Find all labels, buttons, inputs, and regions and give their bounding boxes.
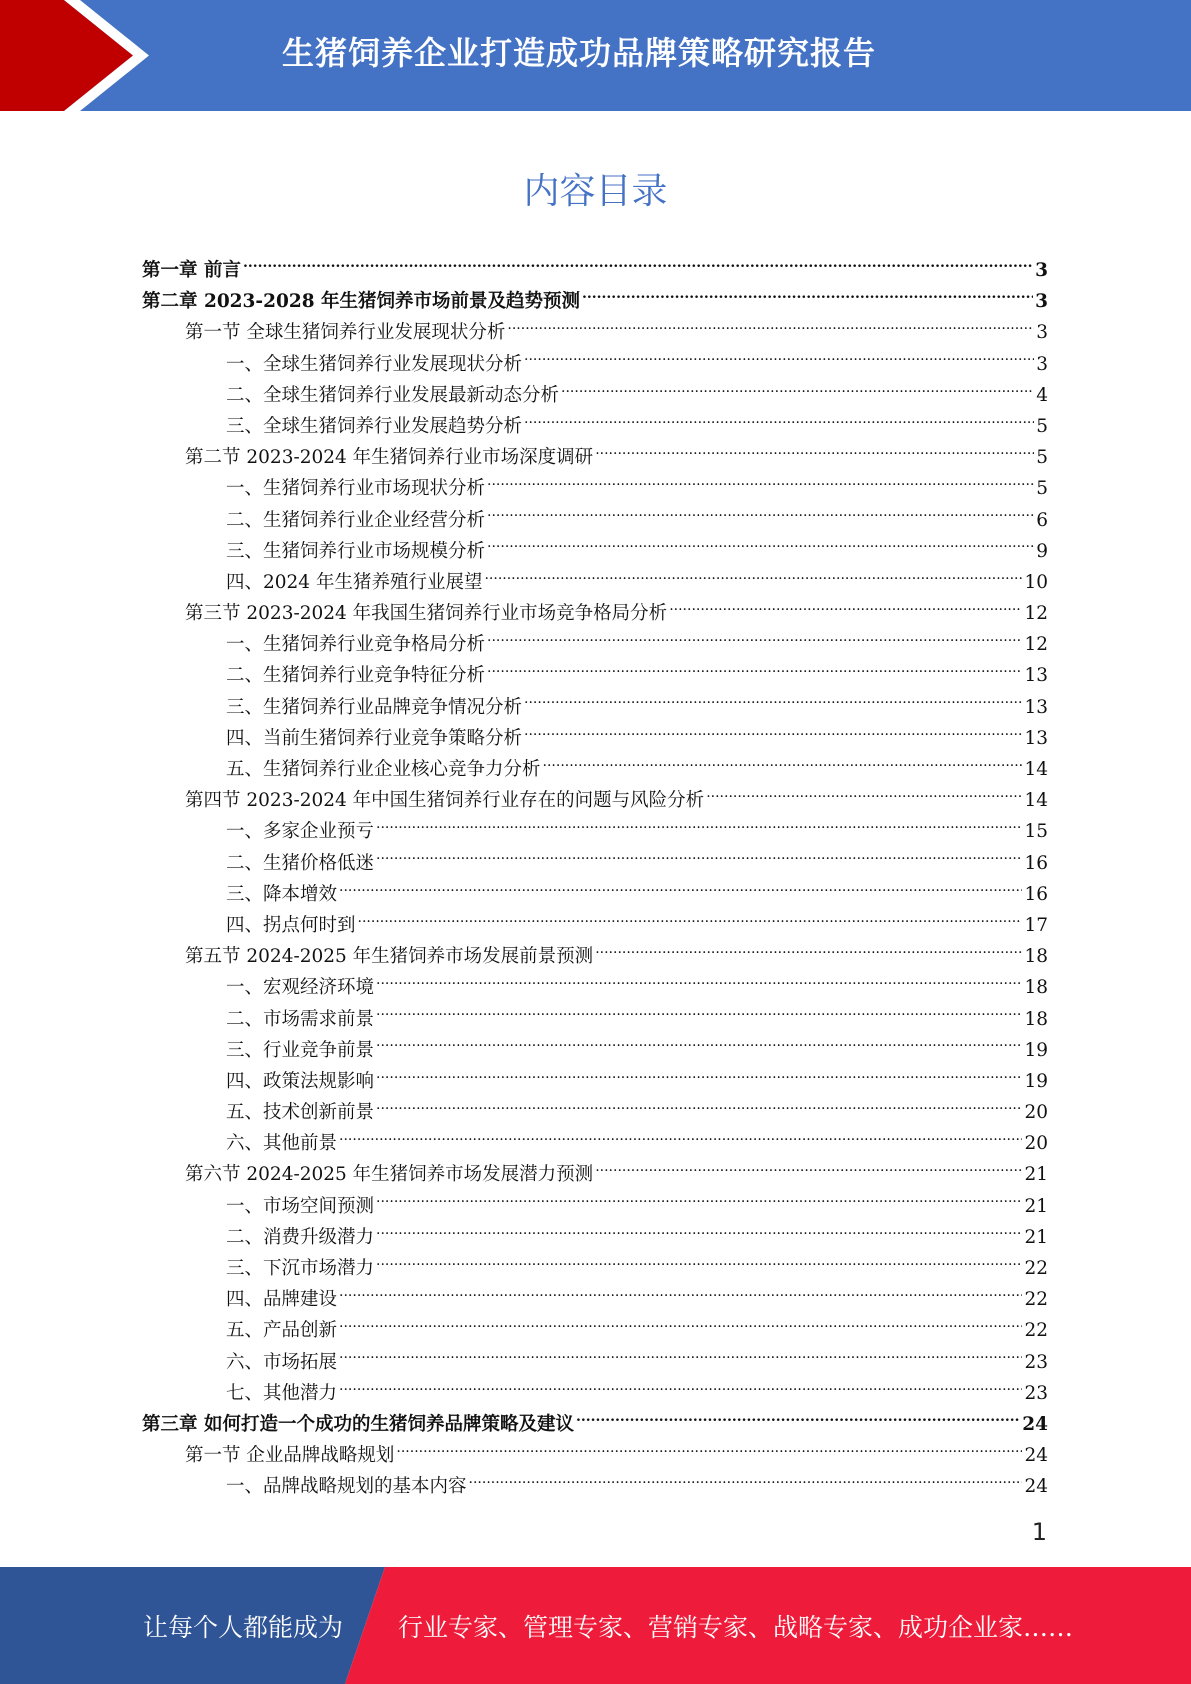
- toc-entry-page: 20: [1024, 1102, 1048, 1124]
- dot-leader: [376, 1037, 1022, 1056]
- toc-entry-title: 一、市场空间预测: [226, 1195, 375, 1217]
- dot-leader: [376, 1256, 1022, 1275]
- toc-entry-page: 3: [1035, 260, 1048, 281]
- toc-entry[interactable]: [142, 1253, 1048, 1284]
- toc-entry[interactable]: [142, 816, 1048, 847]
- toc-entry-page: 23: [1024, 1351, 1048, 1373]
- dot-leader: [339, 881, 1022, 900]
- toc-entry[interactable]: [142, 1128, 1048, 1159]
- toc-entry-page: 16: [1024, 852, 1048, 874]
- toc-entry-page: 3: [1035, 291, 1048, 313]
- toc-entry[interactable]: [142, 567, 1048, 598]
- dot-leader: [339, 1318, 1022, 1337]
- toc-entry[interactable]: [142, 1191, 1048, 1222]
- toc-entry[interactable]: [142, 1159, 1048, 1190]
- dot-leader: [339, 1349, 1022, 1368]
- toc-entry-title: 一、多家企业预亏: [226, 821, 375, 843]
- toc-entry-title: 七、其他潜力: [226, 1382, 338, 1404]
- dot-leader: [487, 476, 1034, 495]
- dot-leader: [595, 445, 1034, 464]
- toc-entry-title: 第六节 2024-2025 年生猪饲养市场发展潜力预测: [185, 1164, 594, 1186]
- toc-entry-page: 13: [1024, 665, 1048, 687]
- toc-entry-title: 四、拐点何时到: [226, 914, 356, 936]
- toc-entry-title: 四、政策法规影响: [226, 1070, 375, 1092]
- toc-entry-title: 三、生猪饲养行业品牌竞争情况分析: [226, 696, 523, 718]
- dot-leader: [524, 725, 1022, 744]
- dot-leader: [376, 1006, 1022, 1025]
- toc-entry-title: 二、市场需求前景: [226, 1008, 375, 1030]
- toc-entry-page: 12: [1024, 603, 1048, 625]
- toc-entry-title: 第一节 全球生猪饲养行业发展现状分析: [185, 322, 506, 344]
- toc-entry[interactable]: [142, 317, 1048, 348]
- dot-leader: [582, 289, 1033, 308]
- toc-entry-title: 第一节 企业品牌战略规划: [185, 1445, 395, 1467]
- dot-leader: [524, 694, 1022, 713]
- toc-entry[interactable]: [142, 972, 1048, 1003]
- toc-entry[interactable]: [142, 1097, 1048, 1128]
- toc-entry[interactable]: [142, 1378, 1048, 1409]
- toc-entry[interactable]: [142, 536, 1048, 567]
- toc-entry-page: 5: [1036, 415, 1048, 437]
- toc-entry-title: 五、生猪饲养行业企业核心竞争力分析: [226, 759, 541, 780]
- toc-entry[interactable]: [142, 629, 1048, 660]
- dot-leader: [487, 632, 1022, 651]
- dot-leader: [376, 1224, 1022, 1243]
- toc-entry-page: 23: [1024, 1382, 1048, 1404]
- toc-entry-title: 一、品牌战略规划的基本内容: [226, 1476, 467, 1498]
- toc-entry[interactable]: [142, 255, 1048, 286]
- toc-entry-page: 21: [1024, 1226, 1048, 1248]
- dot-leader: [524, 351, 1034, 370]
- toc-entry-page: 24: [1022, 1413, 1048, 1435]
- dot-leader: [487, 663, 1022, 682]
- toc-entry-page: 16: [1024, 883, 1048, 905]
- toc-entry-title: 二、全球生猪饲养行业发展最新动态分析: [226, 384, 560, 406]
- dot-leader: [669, 601, 1022, 620]
- toc-entry-title: 第三章 如何打造一个成功的生猪饲养品牌策略及建议: [142, 1413, 574, 1435]
- toc-entry-page: 14: [1024, 759, 1048, 780]
- toc-entry[interactable]: [142, 1035, 1048, 1066]
- toc-entry[interactable]: [142, 660, 1048, 691]
- dot-leader: [376, 819, 1022, 838]
- toc-entry-page: 9: [1036, 540, 1048, 562]
- toc-entry-page: 18: [1024, 946, 1048, 968]
- toc-entry-title: 三、生猪饲养行业市场规模分析: [226, 540, 486, 562]
- toc-entry-title: 三、全球生猪饲养行业发展趋势分析: [226, 415, 523, 437]
- toc-entry-title: 第一章 前言: [142, 260, 241, 281]
- toc-entry-page: 13: [1024, 727, 1048, 749]
- toc-entry-page: 12: [1024, 634, 1048, 656]
- toc-entry-page: 22: [1024, 1289, 1048, 1311]
- toc-entry-page: 19: [1024, 1039, 1048, 1061]
- toc-entry[interactable]: [142, 1284, 1048, 1315]
- dot-leader: [243, 258, 1033, 277]
- toc-entry-title: 六、市场拓展: [226, 1351, 338, 1373]
- toc-entry-title: 六、其他前景: [226, 1133, 338, 1155]
- toc-entry[interactable]: [142, 879, 1048, 910]
- toc-entry[interactable]: [142, 1004, 1048, 1035]
- toc-entry-page: 18: [1024, 1008, 1048, 1030]
- toc-entry-page: 6: [1036, 509, 1048, 531]
- dot-leader: [376, 975, 1022, 994]
- toc-entry[interactable]: [142, 848, 1048, 879]
- toc-entry-title: 二、消费升级潜力: [226, 1226, 375, 1248]
- toc-entry[interactable]: [142, 598, 1048, 629]
- toc-entry-page: 20: [1024, 1133, 1048, 1155]
- toc-entry[interactable]: [142, 723, 1048, 754]
- footer-banner: [0, 1567, 1191, 1684]
- toc-entry-title: 一、宏观经济环境: [226, 977, 375, 999]
- toc-entry-title: 四、品牌建设: [226, 1289, 338, 1311]
- toc-entry-page: 21: [1024, 1164, 1048, 1186]
- dot-leader: [396, 1443, 1022, 1462]
- dot-leader: [339, 1287, 1022, 1306]
- toc-entry[interactable]: [142, 1409, 1048, 1440]
- chevron-arrow-icon: [0, 0, 160, 111]
- dot-leader: [524, 413, 1034, 432]
- dot-leader: [595, 944, 1022, 963]
- toc-entry[interactable]: [142, 1222, 1048, 1253]
- dot-leader: [487, 538, 1034, 557]
- toc-entry[interactable]: [142, 1066, 1048, 1097]
- toc-entry-title: 五、技术创新前景: [226, 1102, 375, 1124]
- toc-entry[interactable]: [142, 1347, 1048, 1378]
- toc-entry-page: 17: [1024, 914, 1048, 936]
- dot-leader: [576, 1411, 1020, 1430]
- toc-entry-title: 一、全球生猪饲养行业发展现状分析: [226, 353, 523, 375]
- toc-entry-title: 三、行业竞争前景: [226, 1039, 375, 1061]
- header-banner: [0, 0, 1191, 111]
- toc-entry-title: 一、生猪饲养行业竞争格局分析: [226, 634, 486, 656]
- toc-entry[interactable]: [142, 349, 1048, 380]
- toc-entry-page: 18: [1024, 977, 1048, 999]
- toc-entry-title: 第三节 2023-2024 年我国生猪饲养行业市场竞争格局分析: [185, 603, 668, 625]
- toc-entry-page: 19: [1024, 1070, 1048, 1092]
- toc-entry-title: 三、下沉市场潜力: [226, 1258, 375, 1279]
- toc-entry-title: 二、生猪饲养行业企业经营分析: [226, 509, 486, 531]
- toc-entry-title: 第五节 2024-2025 年生猪饲养市场发展前景预测: [185, 946, 594, 968]
- toc-entry-title: 第二节 2023-2024 年生猪饲养行业市场深度调研: [185, 447, 594, 469]
- toc-entry[interactable]: [142, 754, 1048, 785]
- toc-entry-page: 22: [1024, 1258, 1048, 1279]
- dot-leader: [339, 1131, 1022, 1150]
- dot-leader: [376, 1193, 1022, 1212]
- toc-title: 内容目录: [523, 171, 668, 212]
- toc-entry[interactable]: [142, 411, 1048, 442]
- toc-entry-title: 三、降本增效: [226, 883, 338, 905]
- dot-leader: [376, 1068, 1022, 1087]
- toc-entry[interactable]: [142, 1315, 1048, 1346]
- toc-entry-page: 14: [1024, 790, 1048, 812]
- toc-entry[interactable]: [142, 442, 1048, 473]
- toc-entry[interactable]: [142, 1471, 1048, 1502]
- dot-leader: [469, 1474, 1023, 1493]
- dot-leader: [706, 788, 1022, 807]
- toc-entry-page: 15: [1024, 821, 1048, 843]
- toc-entry[interactable]: [142, 692, 1048, 723]
- dot-leader: [543, 757, 1023, 776]
- toc-entry[interactable]: [142, 785, 1048, 816]
- toc-entry-page: 21: [1024, 1195, 1048, 1217]
- toc-list: [142, 255, 1048, 1503]
- toc-entry[interactable]: [142, 1440, 1048, 1471]
- toc-entry[interactable]: [142, 286, 1048, 317]
- toc-entry[interactable]: [142, 941, 1048, 972]
- dot-leader: [595, 1162, 1022, 1181]
- toc-entry-page: 22: [1024, 1320, 1048, 1342]
- dot-leader: [487, 507, 1034, 526]
- toc-entry-title: 四、当前生猪饲养行业竞争策略分析: [226, 727, 523, 749]
- dot-leader: [339, 1380, 1022, 1399]
- dot-leader: [376, 850, 1022, 869]
- toc-entry-title: 二、生猪价格低迷: [226, 852, 375, 874]
- toc-entry-page: 10: [1024, 571, 1048, 593]
- toc-entry[interactable]: [142, 910, 1048, 941]
- toc-entry-title: 第四节 2023-2024 年中国生猪饲养行业存在的问题与风险分析: [185, 790, 705, 812]
- toc-entry-page: 3: [1036, 353, 1048, 375]
- toc-entry[interactable]: [142, 505, 1048, 536]
- footer-slogan-right: 行业专家、管理专家、营销专家、战略专家、成功企业家……: [398, 1613, 1074, 1642]
- toc-entry-page: 3: [1036, 322, 1048, 344]
- toc-entry-page: 13: [1024, 696, 1048, 718]
- dot-leader: [507, 320, 1034, 339]
- dot-leader: [561, 382, 1034, 401]
- toc-entry[interactable]: [142, 380, 1048, 411]
- report-title: 生猪饲养企业打造成功品牌策略研究报告: [282, 34, 877, 72]
- dot-leader: [376, 1100, 1022, 1119]
- toc-entry-title: 一、生猪饲养行业市场现状分析: [226, 478, 486, 500]
- toc-entry-page: 24: [1024, 1476, 1048, 1498]
- footer-slogan-left: 让每个人都能成为: [143, 1613, 344, 1642]
- toc-entry-title: 二、生猪饲养行业竞争特征分析: [226, 665, 486, 687]
- toc-entry-page: 5: [1036, 478, 1048, 500]
- toc-entry-page: 4: [1036, 384, 1048, 406]
- toc-entry-title: 四、2024 年生猪养殖行业展望: [226, 571, 483, 593]
- toc-entry-page: 24: [1024, 1445, 1048, 1467]
- dot-leader: [484, 569, 1022, 588]
- toc-entry[interactable]: [142, 473, 1048, 504]
- toc-entry-title: 第二章 2023-2028 年生猪饲养市场前景及趋势预测: [142, 291, 581, 313]
- toc-entry-title: 五、产品创新: [226, 1320, 338, 1342]
- page-number: 1: [1031, 1518, 1047, 1546]
- dot-leader: [358, 912, 1023, 931]
- toc-entry-page: 5: [1036, 447, 1048, 469]
